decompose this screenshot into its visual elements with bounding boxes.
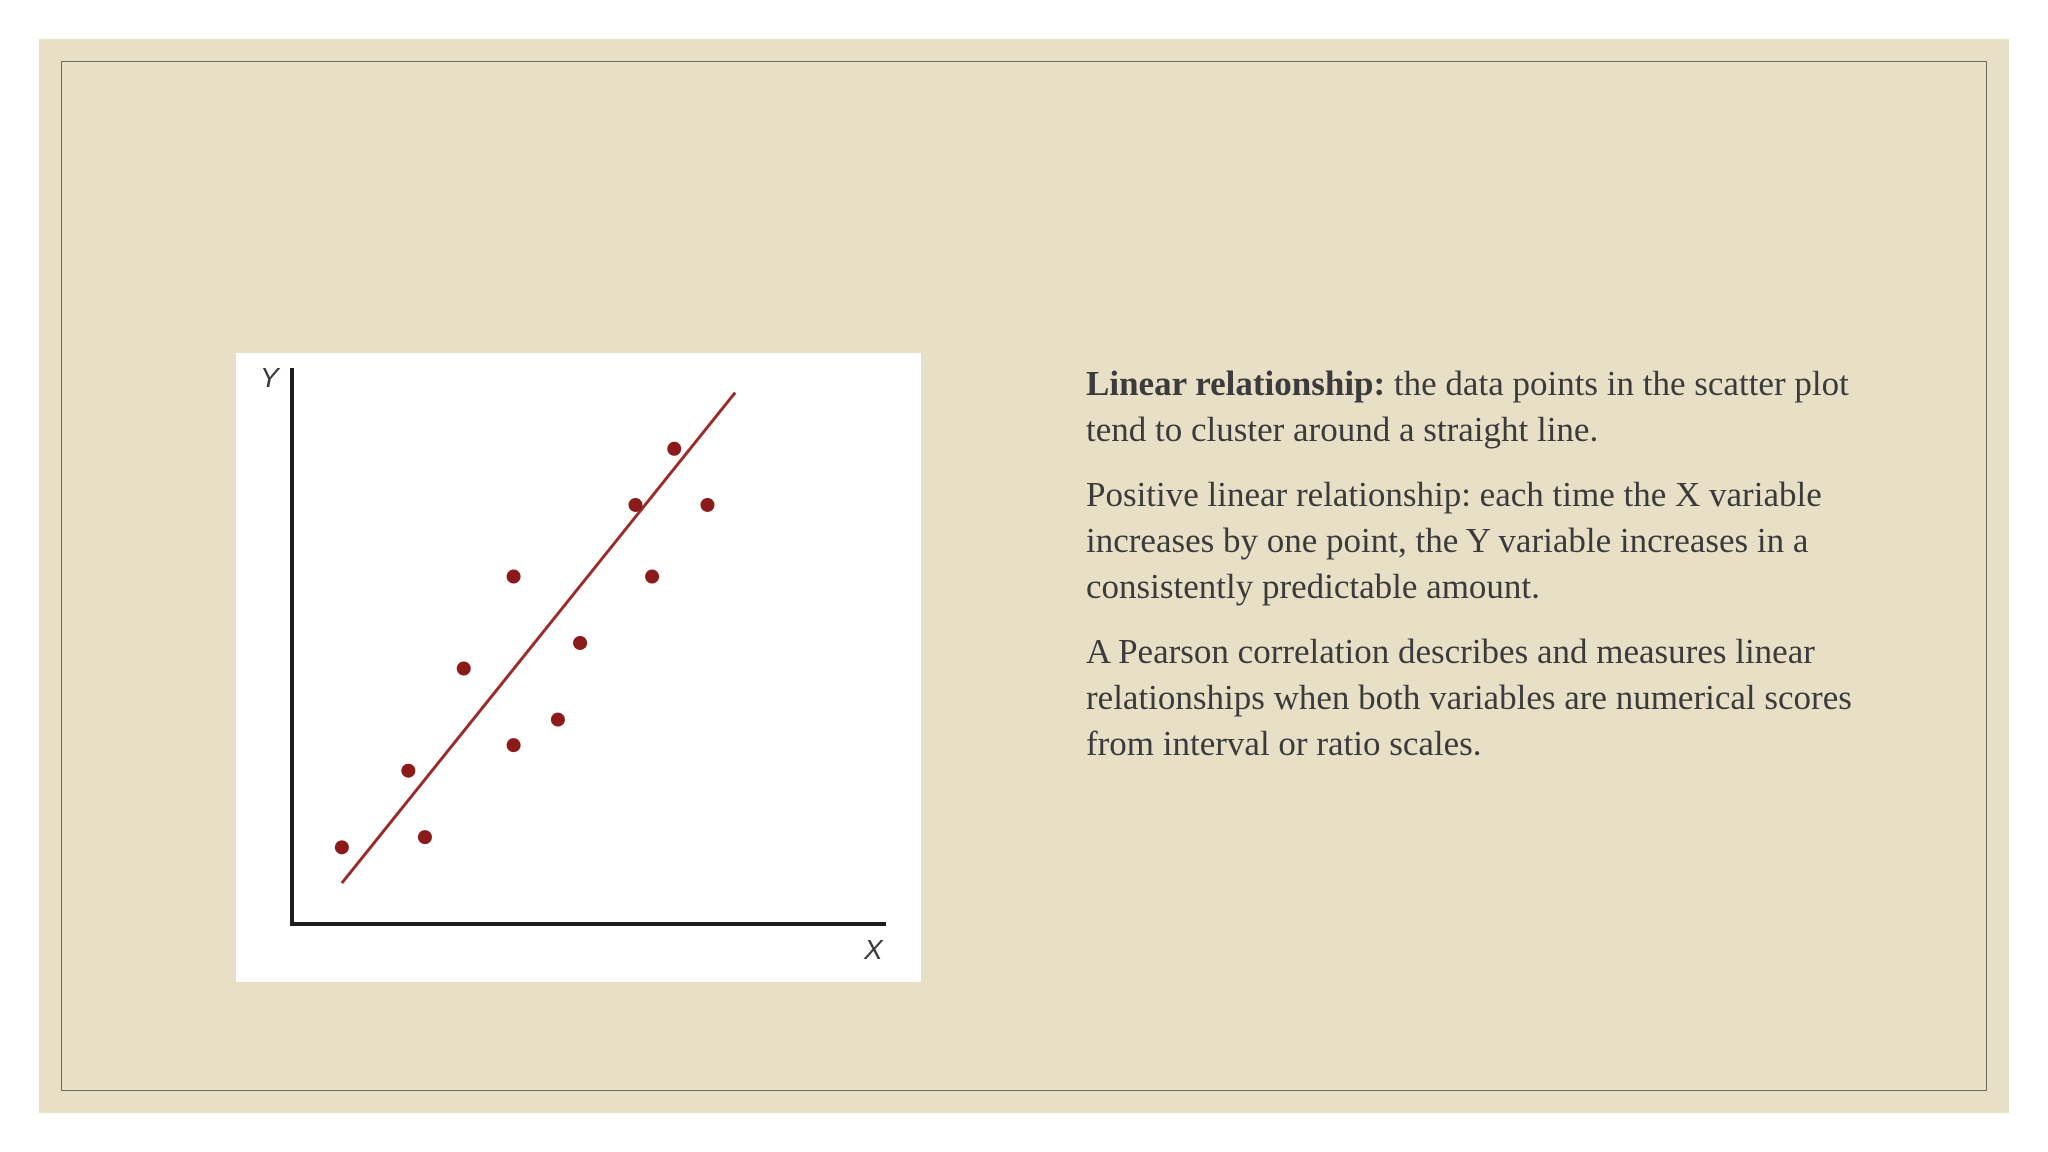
paragraph-lead: Linear relationship: xyxy=(1086,364,1386,403)
x-axis-label: X xyxy=(864,934,883,965)
paragraph-positive-linear xyxy=(1086,472,1906,610)
paragraph-body: A Pearson correlation describes and measures linear relationships when both variables are numerical scores from interval or ratio scales. xyxy=(1086,632,1852,763)
data-point xyxy=(335,840,349,854)
y-axis-label: Y xyxy=(260,362,279,393)
trend-line-layer xyxy=(342,393,735,884)
scatter-plot xyxy=(236,353,921,982)
data-point xyxy=(418,830,432,844)
paragraph-body: Positive linear relationship: each time the X variable increases by one point, the Y variable increases in a consistently predictable amount. xyxy=(1086,475,1822,606)
data-point xyxy=(551,713,565,727)
data-point xyxy=(457,662,471,676)
data-point xyxy=(645,570,659,584)
data-point xyxy=(507,570,521,584)
explanation-text xyxy=(1086,361,1906,786)
paragraph-body: the data points in the scatter plot tend to cluster around a straight line. xyxy=(1086,364,1849,449)
data-point xyxy=(628,498,642,512)
data-point xyxy=(701,498,715,512)
slide xyxy=(39,39,2009,1113)
data-point xyxy=(573,636,587,650)
data-point xyxy=(401,764,415,778)
trend-line xyxy=(342,393,735,884)
data-point xyxy=(667,442,681,456)
paragraph-pearson xyxy=(1086,629,1906,767)
data-point xyxy=(507,738,521,752)
paragraph-linear-relationship xyxy=(1086,361,1906,453)
scatter-plot-panel xyxy=(236,353,921,982)
data-points-layer xyxy=(335,442,715,855)
